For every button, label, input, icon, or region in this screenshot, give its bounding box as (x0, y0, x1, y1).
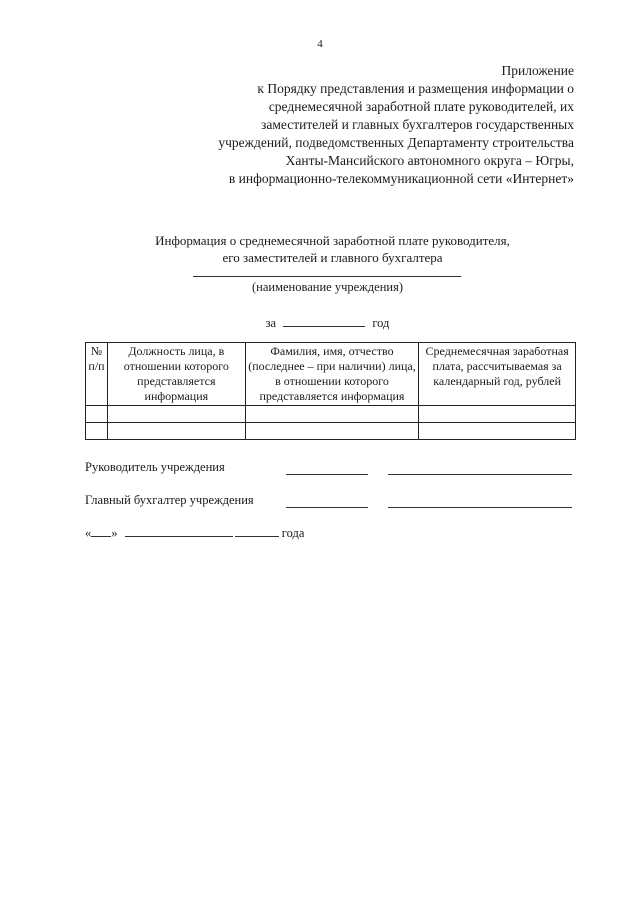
date-close-quote: » (111, 526, 118, 540)
title-line-1: Информация о среднемесячной заработной плате руководителя, (155, 233, 510, 248)
year-suffix: год (372, 316, 390, 330)
title-line-2: его заместителей и главного бухгалтера (222, 250, 443, 265)
appendix-header (94, 62, 574, 188)
head-signature-label: Руководитель учреждения (85, 460, 225, 474)
document-title (0, 232, 640, 266)
year-prefix: за (265, 316, 277, 330)
reporting-year (0, 313, 640, 331)
table-cell[interactable] (245, 406, 419, 423)
day-blank[interactable] (91, 524, 111, 537)
appendix-line: Приложение (501, 63, 574, 78)
table-cell[interactable] (86, 423, 108, 440)
accountant-signature-label: Главный бухгалтер учреждения (85, 493, 254, 507)
appendix-line: среднемесячной заработной плате руководителей, их (268, 99, 574, 114)
header-average-salary: Среднемесячная заработная плата, рассчитываемая за календарный год, рублей (419, 343, 576, 406)
salary-info-table (85, 342, 576, 440)
head-name-blank[interactable] (388, 474, 572, 475)
appendix-line: к Порядку представления и размещения информации о (257, 81, 574, 96)
table-cell[interactable] (86, 406, 108, 423)
date-line (85, 524, 304, 541)
table-row (86, 406, 576, 423)
page-number: 4 (317, 38, 323, 50)
accountant-name-blank[interactable] (388, 507, 572, 508)
table-row (86, 423, 576, 440)
table-header-row (86, 343, 576, 406)
year-blank[interactable] (283, 313, 365, 327)
appendix-line: Ханты-Мансийского автономного округа – Югры, (285, 153, 574, 168)
date-open-quote: « (85, 526, 92, 540)
month-blank[interactable] (125, 524, 233, 537)
header-full-name: Фамилия, имя, отчество (последнее – при наличии) лица, в отношении которого представляется информация (245, 343, 419, 406)
institution-caption: (наименование учреждения) (252, 280, 403, 294)
date-suffix: года (281, 526, 305, 540)
appendix-line: учреждений, подведомственных Департаменту строительства (218, 135, 574, 150)
header-position: Должность лица, в отношении которого представляется информация (107, 343, 245, 406)
table-cell[interactable] (419, 423, 576, 440)
accountant-signature-blank[interactable] (286, 507, 368, 508)
institution-name-blank[interactable] (193, 276, 461, 277)
table-cell[interactable] (107, 406, 245, 423)
table-cell[interactable] (107, 423, 245, 440)
year-date-blank[interactable] (235, 524, 279, 537)
appendix-line: в информационно-телекоммуникационной сети «Интернет» (228, 171, 574, 186)
table-cell[interactable] (245, 423, 419, 440)
header-number: № п/п (86, 343, 108, 406)
appendix-line: заместителей и главных бухгалтеров государственных (261, 117, 574, 132)
head-signature-blank[interactable] (286, 474, 368, 475)
table-cell[interactable] (419, 406, 576, 423)
